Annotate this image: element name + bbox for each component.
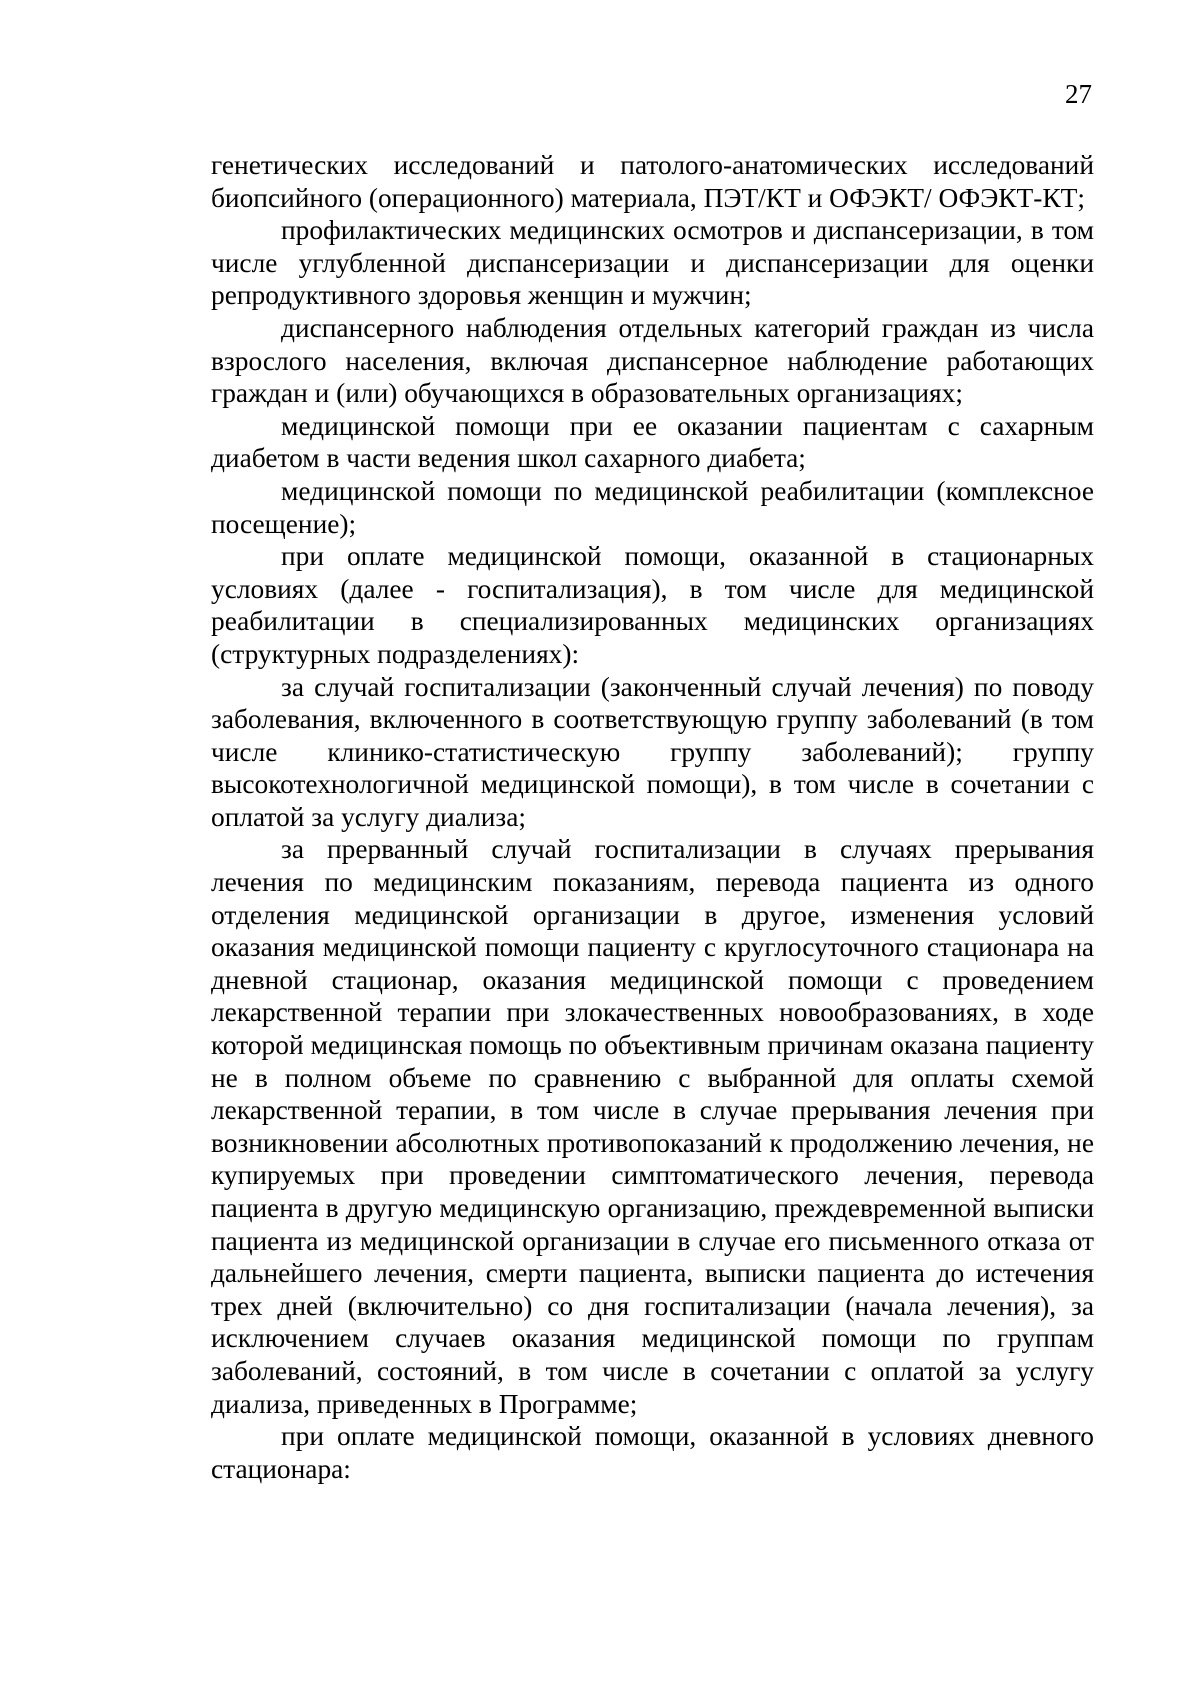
paragraph-8: за прерванный случай госпитализации в случаях прерывания лечения по медицинским показаниям, перевода пациента из одного отделения медицинской организации в другое, изменения условий оказания медицинской помощи пациенту с круглосуточного стационара на дневной стационар, оказания медицинской помощи с проведением лекарственной терапии при злокачественных новообразованиях, в ходе которой медицинская помощь по объективным причинам оказана пациенту не в полном объеме по сравнению с выбранной для оплаты схемой лекарственной терапии, в том числе в случае прерывания лечения при возникновении абсолютных противопоказаний к продолжению лечения, не купируемых при проведении симптоматического лечения, перевода пациента в другую медицинскую организацию, преждевременной выписки пациента из медицинской организации в случае его письменного отказа от дальнейшего лечения, смерти пациента, выписки пациента до истечения трех дней (включительно) со дня госпитализации (начала лечения), за исключением случаев оказания медицинской помощи по группам заболеваний, состояний, в том числе в сочетании с оплатой за услугу диализа, приведенных в Программе; [211,834,1094,1419]
paragraph-1: генетических исследований и патолого-анатомических исследований биопсийного (операционного) материала, ПЭТ/КТ и ОФЭКТ/ ОФЭКТ-КТ; [211,150,1094,213]
paragraph-6: при оплате медицинской помощи, оказанной в стационарных условиях (далее - госпитализация), в том числе для медицинской реабилитации в специализированных медицинских организациях (структурных подразделениях): [211,541,1094,669]
paragraph-2: профилактических медицинских осмотров и диспансеризации, в том числе углубленной диспансеризации и диспансеризации для оценки репродуктивного здоровья женщин и мужчин; [211,215,1094,311]
paragraph-7: за случай госпитализации (законченный случай лечения) по поводу заболевания, включенного в соответствующую группу заболеваний (в том числе клинико-статистическую группу заболеваний); группу высокотехнологичной медицинской помощи), в том числе в сочетании с оплатой за услугу диализа; [211,671,1094,832]
page-number: 27 [1065,79,1092,109]
document-body [211,149,1094,1485]
paragraph-9: при оплате медицинской помощи, оказанной в условиях дневного стационара: [211,1421,1094,1484]
paragraph-3: диспансерного наблюдения отдельных категорий граждан из числа взрослого населения, включая диспансерное наблюдение работающих граждан и (или) обучающихся в образовательных организациях; [211,312,1094,409]
paragraph-4: медицинской помощи при ее оказании пациентам с сахарным диабетом в части ведения школ сахарного диабета; [211,410,1094,474]
paragraph-5: медицинской помощи по медицинской реабилитации (комплексное посещение); [211,475,1094,539]
